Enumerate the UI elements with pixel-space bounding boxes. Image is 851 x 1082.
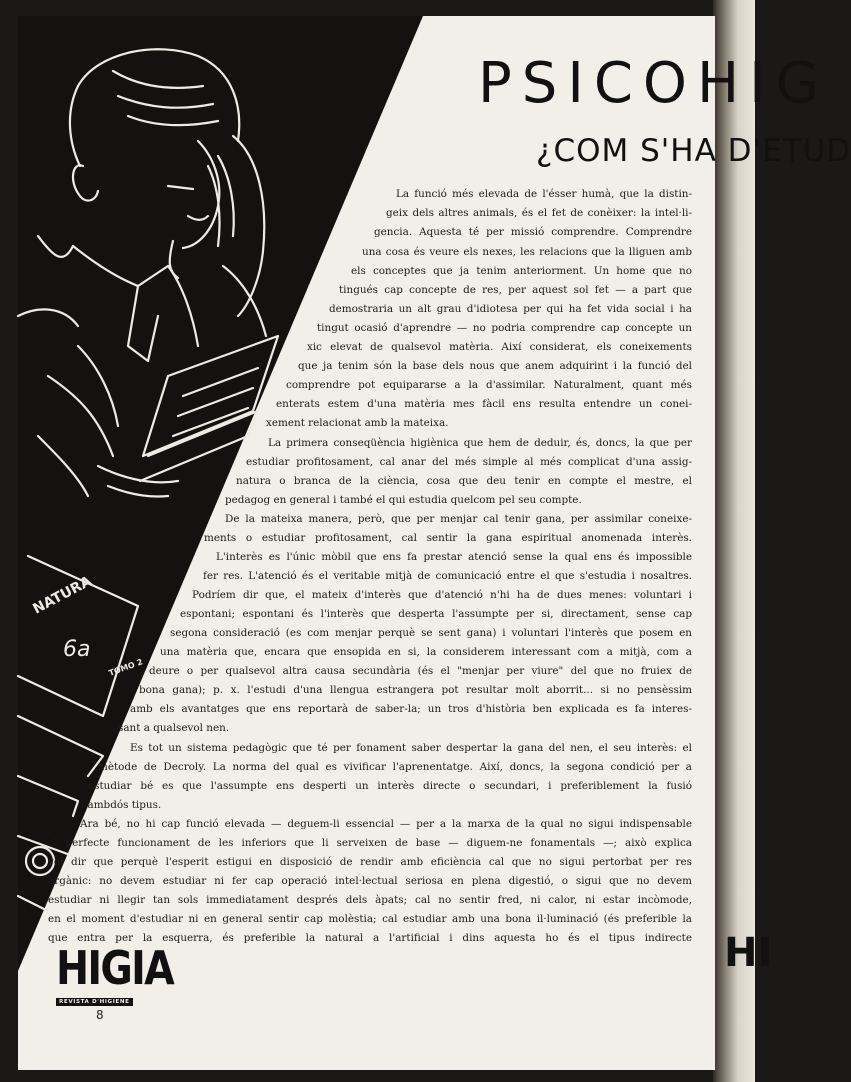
article-line: ments o estudiar profitosament, cal sentir la gana espiritual anomenada interès. bbox=[204, 532, 692, 544]
article-line: sant a qualsevol nen. bbox=[118, 722, 230, 734]
article-line: L'interès es l'únic mòbil que ens fa prestar atenció sense la qual ens és impossible bbox=[216, 551, 692, 563]
article-line: mètode de Decroly. La norma del qual es vivificar l'aprenentatge. Així, doncs, la segona condició per a bbox=[98, 761, 692, 773]
article-line: geix dels altres animals, és el fet de conèixer: la intel·li- bbox=[386, 207, 692, 219]
magazine-page bbox=[18, 16, 851, 1070]
book-volume-label: TOMO 2 bbox=[107, 657, 144, 678]
article-line: amb els avantatges que ens reportarà de saber-la; un tros d'història ben explicada es fa interes- bbox=[130, 703, 692, 715]
article-line: La funció més elevada de l'ésser humà, que la distin- bbox=[396, 188, 692, 200]
article-line: gencia. Aquesta té per missió comprendre. Comprendre bbox=[374, 226, 692, 238]
article-line: Ara bé, no hi cap funció elevada — deguem-li essencial — per a la marxa de la qual no sigui indispensable bbox=[80, 818, 692, 830]
next-page-logo-fragment: HI bbox=[724, 930, 773, 976]
article-line: xic elevat de qualsevol matèria. Així considerat, els coneixements bbox=[307, 341, 692, 353]
article-line: espontani; espontani és l'interès que desperta l'assumpte per si, directament, sense cap bbox=[180, 608, 692, 620]
article-line: Podríem dir que, el mateix d'interès que d'atenció n'hi ha de dues menes: voluntari i bbox=[192, 589, 692, 601]
article-line: De la mateixa manera, però, que per menjar cal tenir gana, per assimilar coneixe- bbox=[225, 513, 692, 525]
article-line: natura o branca de la ciència, cosa que deu tenir en compte el mestre, el bbox=[236, 475, 692, 487]
book-number-label: 6a bbox=[63, 637, 91, 662]
article-line: enterats estem d'una matèria mes fàcil ens resulta entendre un conei- bbox=[276, 398, 692, 410]
article-line: estudiar bé es que l'assumpte ens desperti un interès directe o secundari, i preferiblement la fusió bbox=[88, 780, 692, 792]
article-line: que ja tenim són la base dels nous que anem adquirint i la funció del bbox=[298, 360, 692, 372]
logo-subtitle: REVISTA D'HIGIENE bbox=[56, 998, 133, 1006]
article-line: pedagog en general i també el qui estudia quelcom pel seu compte. bbox=[225, 494, 582, 506]
article-line: bona gana); p. x. l'estudi d'una llengua estrangera pot resultar molt aborrit... si no pensèssim bbox=[139, 684, 692, 696]
article-line: d'ambdós tipus. bbox=[78, 799, 162, 811]
article-line: Es tot un sistema pedagògic que té per fonament saber despertar la gana del nen, el seu interès: el bbox=[130, 742, 692, 754]
book-spine-label: NATURA bbox=[30, 573, 95, 618]
article-line: orgànic: no devem estudiar ni fer cap operació intel·lectual seriosa en plena digestió, o sigui que no devem bbox=[48, 875, 692, 887]
article-line: tingués cap concepte de res, per aquest sol fet — a part que bbox=[339, 284, 692, 296]
logo-wordmark: HIGIA bbox=[56, 941, 174, 995]
article-line: segona consideració (es com menjar perquè se sent gana) i voluntari l'interès que posem en bbox=[170, 627, 692, 639]
article-line: els conceptes que ja tenim anteriorment. Un home que no bbox=[351, 265, 692, 277]
page-title: PSICOHIG bbox=[478, 51, 830, 116]
article-line: vol dir que perquè l'esperit estigui en disposició de rendir amb eficiència cal que no sigui pertorbat per res bbox=[48, 856, 692, 868]
article-line: estudiar profitosament, cal anar del més simple al més complicat d'una assig- bbox=[246, 456, 692, 468]
article-line: xement relacionat amb la mateixa. bbox=[266, 417, 449, 429]
article-line: tingut ocasió d'aprendre — no podria comprendre cap concepte un bbox=[317, 322, 692, 334]
page-number: 8 bbox=[96, 1008, 104, 1022]
page-subtitle: ¿COM S'HA D'ETUD bbox=[536, 133, 851, 169]
article-line: una cosa és veure els nexes, les relacions que la lliguen amb bbox=[362, 246, 692, 258]
article-line: en el moment d'estudiar ni en general sentir cap molèstia; cal estudiar amb una bona il·luminació (és preferible la bbox=[48, 913, 692, 925]
article-line: una matèria que, encara que ensopida en si, la considerem interessant com a mitjà, com a bbox=[160, 646, 692, 658]
article-line: que entra per la esquerra, és preferible la natural a l'artificial i dins aquesta ho és el tipus indirecte bbox=[48, 932, 692, 944]
article-line: La primera conseqüència higiènica que hem de deduir, és, doncs, la que per bbox=[268, 437, 692, 449]
article-line: demostraria un alt grau d'idiotesa per qui ha fet vida social i ha bbox=[329, 303, 692, 315]
article-line: deure o per qualsevol altra causa secundària (és el "menjar per viure" del que no fruiex de bbox=[149, 665, 692, 677]
higia-logo bbox=[56, 941, 174, 1007]
article-line: comprendre pot equipararse a la d'assimilar. Naturalment, quant més bbox=[286, 379, 692, 391]
article-line: el perfecte funcionament de les inferiors que li serveixen de base — diguem-ne fonamentals —; això explica bbox=[48, 837, 692, 849]
article-line: fer res. L'atenció és el veritable mitjà de comunicació entre el que s'estudia i nosaltres. bbox=[203, 570, 692, 582]
article-line: estudiar ni llegir tan sols immediatament després dels àpats; cal no sentir fred, ni calor, ni estar incòmode, bbox=[48, 894, 692, 906]
article-body bbox=[18, 16, 715, 1070]
